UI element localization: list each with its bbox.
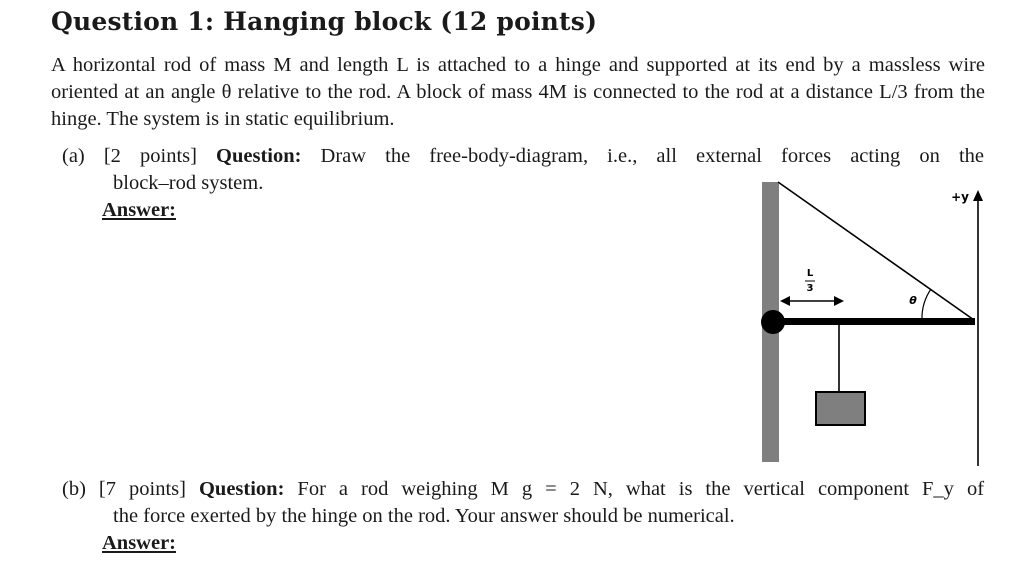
y-axis-arrowhead [973,190,983,201]
y-axis-label: +y [951,190,969,204]
part-a-label: (a) [62,145,85,167]
distance-label-numerator: L [806,268,814,279]
angle-arc [922,289,931,320]
part-a-line1 [62,143,984,170]
part-a-points: [2 points] [103,145,197,167]
part-b-answer-label: Answer: [102,532,177,554]
part-b-label: (b) [62,478,86,500]
part-b-line1 [62,476,984,503]
angle-label: θ [909,294,917,307]
wire [778,182,974,320]
part-b-points: [7 points] [98,478,186,500]
distance-arrow-left-head [780,296,790,306]
distance-arrow-right-head [834,296,844,306]
part-b-question-continuation: the force exerted by the hinge on the rod. Your answer should be numerical. [113,505,735,527]
hanging-block-diagram [740,174,1000,474]
part-b-question-label: Question: [198,478,285,500]
hanging-block [816,392,865,425]
distance-label-denominator: 3 [806,283,814,294]
part-a-question-continuation: block–rod system. [113,172,264,194]
part-b [62,476,984,557]
part-b-question-text: For a rod weighing M g = 2 N, what is the vertical component F_y of [297,478,985,500]
part-a-question-label: Question: [216,145,302,167]
part-a-question-text: Draw the free-body-diagram, i.e., all external forces acting on the [320,145,984,167]
hinge [761,310,785,334]
part-a-answer-label: Answer: [102,199,177,221]
rod [770,318,975,325]
question-title: Question 1: Hanging block (12 points) [51,7,598,36]
problem-statement: A horizontal rod of mass M and length L is attached to a hinge and supported at its end by a massless wire oriented at an angle θ relative to the rod. A block of mass 4M is connected to the rod at a distance L/3 from the hinge. The system is in static equilibrium. [51,54,985,130]
